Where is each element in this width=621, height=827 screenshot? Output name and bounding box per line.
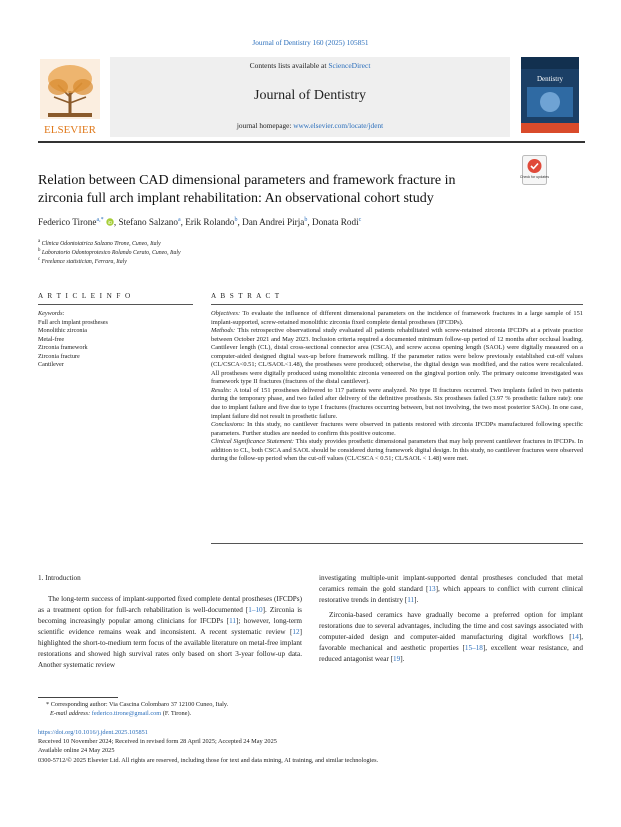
keyword: Cantilever: [38, 361, 64, 368]
doi-link[interactable]: https://doi.org/10.1016/j.jdent.2025.105851: [38, 729, 148, 736]
journal-citation-link[interactable]: Journal of Dentistry 160 (2025) 105851: [252, 38, 369, 47]
keyword: Monolithic zirconia: [38, 327, 87, 334]
keywords-label: Keywords:: [38, 310, 65, 317]
affiliation: $^c$ Freelance statistician, Ferrara, Italy: [38, 257, 127, 265]
author-name[interactable]: Dan Andrei Pirja: [242, 217, 305, 228]
reference-link[interactable]: 19: [393, 655, 401, 664]
right-column: [319, 573, 583, 665]
svg-text:Dentistry: Dentistry: [536, 75, 564, 83]
abstract-significance: Clinical Significance Statement: This study provides prosthetic dimensional parameters that may help prevent cantilever fractures in IFCDPs. In addition to CL, both CSCA and SAOL should be considered during framework digital design. In this study, no cantilever fractures were observed during the follow-up period when the cut-off values (CL/CSCA < 0.51; CL/SAOL < 1.48) were met.: [211, 438, 583, 463]
author-name[interactable]: Donata Rodi: [311, 217, 359, 228]
article-info-heading: A R T I C L E I N F O: [38, 292, 132, 300]
received-dates: Received 10 November 2024; Received in revised form 28 April 2025; Accepted 24 May 2025: [38, 738, 277, 745]
author-list: Federico Tirone$^{a,*}$ iD , Stefano Salzano$^a$, Erik Rolando$^b$, Dan Andrei Pirja$^b$, Donata Rodi$^c$: [38, 217, 362, 228]
footnote-rule: [38, 697, 118, 698]
journal-name: Journal of Dentistry: [254, 88, 366, 103]
header-rule: [38, 141, 585, 143]
intro-paragraph: Zirconia-based ceramics have gradually become a preferred option for implant restorations due to several advantages, including the time and cost savings associated with computer-aided design and computer-aided manufacturing digital workflows [14], favorable mechanical and aesthetic properties [15–18], excellent wear resistance, and reduced antagonist wear [19].: [319, 611, 583, 664]
journal-cover-image[interactable]: [521, 57, 579, 133]
journal-header: [38, 57, 585, 139]
reference-link[interactable]: 15–18: [464, 644, 483, 653]
keyword: Metal-free: [38, 335, 65, 343]
reference-link[interactable]: 14: [571, 633, 579, 642]
corresponding-author-note: * Corresponding author: Via Cascina Colombaro 37 12100 Cuneo, Italy.: [46, 701, 229, 708]
abstract-results: Results: A total of 151 prostheses delivered to 117 patients were analyzed. No type II fractures occurred. Two implants failed in two patients during the temporary phase, and two failed after delivery of the definitive prosthesis. Six prostheses failed (3.97 % prosthetic failure rate): one due to implant failure and five due to type I fractures (fractures occurring between, but not involving, the two most posterior SAOs). In one case, implant failure did not result in prosthetic failure.: [211, 386, 583, 420]
affiliation: $^b$ Laboratorio Odontoprotesico Rolando Cerato, Cuneo, Italy: [38, 248, 181, 256]
abstract-text: [211, 310, 583, 464]
reference-link[interactable]: 12: [292, 628, 300, 637]
reference-link[interactable]: 11: [229, 617, 236, 626]
copyright: 0300-5712/© 2025 Elsevier Ltd. All rights are reserved, including those for text and data mining, AI training, and similar technologies.: [38, 757, 379, 764]
sciencedirect-link[interactable]: ScienceDirect: [328, 61, 371, 70]
keyword: Full arch implant prostheses: [38, 318, 108, 326]
abstract-objectives: Objectives: To evaluate the influence of different dimensional parameters on the incidence of framework fractures in a large sample of 151 implant-supported, screw-retained monolithic zirconia fixed complete dental prostheses (IFCDPs).: [211, 310, 583, 326]
divider: [211, 304, 583, 305]
keywords-block: [38, 310, 108, 370]
keyword: Zirconia framework: [38, 344, 88, 351]
journal-banner: [110, 57, 510, 137]
svg-text:iD: iD: [107, 219, 113, 225]
abstract-heading: A B S T R A C T: [211, 292, 281, 300]
check-for-updates-icon[interactable]: [519, 155, 550, 185]
divider: [38, 304, 193, 305]
orcid-icon[interactable]: [106, 218, 114, 226]
homepage-link[interactable]: www.elsevier.com/locate/jdent: [293, 121, 384, 130]
contents-line: Contents lists available at ScienceDirect: [249, 61, 371, 70]
affiliation: $^a$ Clinica Odontoiatrica Salzano Tirone, Cuneo, Italy: [38, 239, 161, 247]
divider: [211, 543, 583, 544]
reference-link[interactable]: 1–10: [248, 606, 263, 615]
abstract-methods: Methods: This retrospective observational study evaluated all patients rehabilitated with screw-retained zirconia IFCDPs at a private practice between October 2021 and May 2023. Inclusion criteria required a documented minimum follow-up period of 12 months after occlusal loading. Cantilever length (CL), distal cross-sectional connector area (CSCA), and screw access opening length (SAOL) were digitally measured on a computer-aided designed digital wax-up before framework milling. If the parameter ratios were below previously established cut-off values (CL/CSCA<0.51; CL/SAOL<1.48), the prostheses were produced; otherwise, the digital design was modified, and the ratios were recalculated. All prostheses were digitally produced using monolithic zirconia veneered on the gingival portion only. The primary outcome investigated was framework type II fractures (fractures of the distal cantilever).: [211, 327, 583, 386]
email-link[interactable]: federico.tirone@gmail.com: [91, 710, 162, 717]
intro-paragraph: The long-term success of implant-supported fixed complete dental prostheses (IFCDPs) as a treatment option for full-arch rehabilitation is well-documented [1–10]. Zirconia is becoming increasingly popular among clinicians for IFCDPs [11]; however, long-term scientific evidence remains weak and inconsistent. A recent systematic review [12] highlighted the short-to-medium term focus of the available literature on metal-free implant restorations and showed high survival rates only based on short 3-year follow-up data. Another systematic review: [38, 595, 302, 670]
available-online: Available online 24 May 2025: [38, 747, 115, 754]
author-name[interactable]: Stefano Salzano: [118, 217, 178, 228]
author-name[interactable]: Federico Tirone: [38, 217, 97, 228]
reference-link[interactable]: 13: [428, 585, 436, 594]
svg-text:Check for updates: Check for updates: [519, 175, 550, 179]
section-heading: 1. Introduction: [38, 574, 81, 582]
left-column: [38, 573, 302, 671]
keyword: Zirconia fracture: [38, 352, 80, 360]
intro-paragraph: investigating multiple-unit implant-supported dental prostheses concluded that metal ceramics remain the gold standard [13], which appears to conflict with current clinical restorative trends in dentistry [11].: [319, 574, 584, 605]
author-name[interactable]: Erik Rolando: [185, 217, 235, 228]
homepage-line: journal homepage: www.elsevier.com/locate/jdent: [236, 121, 384, 130]
article-title: Relation between CAD dimensional parameters and framework fracture in zirconia full arch implant rehabilitation: An observational cohort study: [38, 173, 456, 206]
svg-text:ELSEVIER: ELSEVIER: [44, 124, 96, 136]
email-note: E-mail address: federico.tirone@gmail.com (F. Tirone).: [50, 710, 192, 717]
elsevier-logo[interactable]: [38, 57, 102, 137]
reference-link[interactable]: 11: [407, 596, 415, 605]
abstract-conclusions: Conclusions: In this study, no cantilever fractures were observed in patients restored with zirconia IFCDPs manufactured following specific parameters. Further studies are needed to confirm this positive outcome.: [211, 421, 583, 437]
elsevier-tree-icon: [38, 57, 102, 137]
